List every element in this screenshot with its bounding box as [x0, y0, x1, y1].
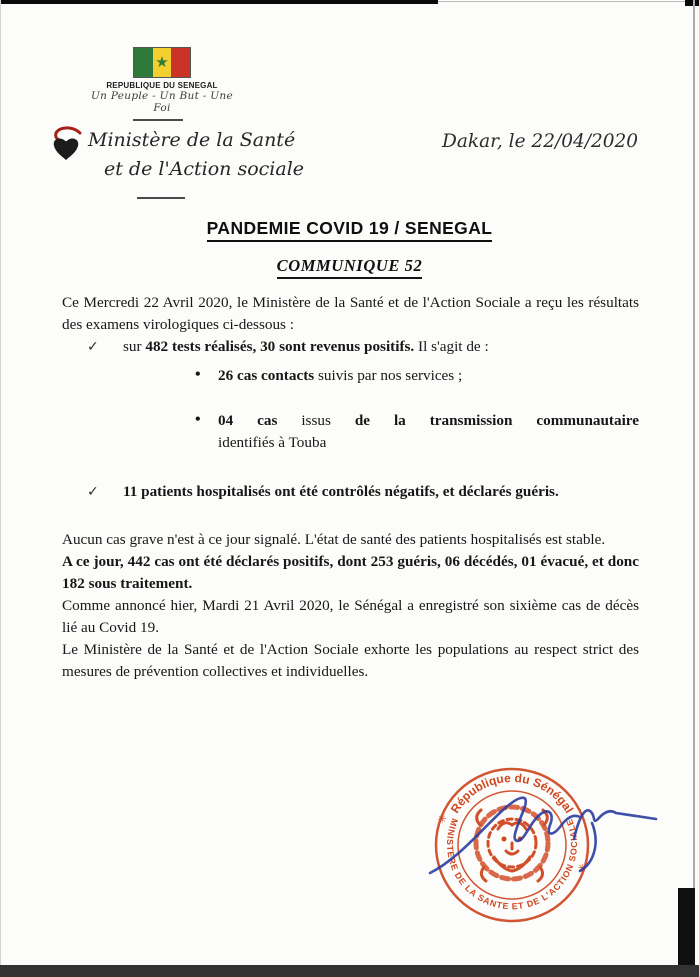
- stamp-separator-left: ✳: [435, 812, 451, 827]
- bullet-item-contacts: [62, 365, 639, 387]
- document-body: [62, 292, 639, 683]
- checkmark-icon: ✓: [87, 339, 99, 355]
- check1-post: Il s'agit de :: [414, 338, 489, 355]
- bullet-item-community: [62, 410, 639, 454]
- check2-text: 11 patients hospitalisés ont été contrôlés négatifs, et déclarés guéris.: [123, 483, 559, 500]
- dateline: Dakar, le 22/04/2020: [442, 131, 639, 152]
- national-motto: Un Peuple - Un But - Une Foi: [91, 90, 233, 114]
- scan-edge-top: [0, 0, 438, 4]
- paragraph-totals: A ce jour, 442 cas ont été déclarés positifs, dont 253 guéris, 06 décédés, 01 évacué, et donc 182 sous traitement.: [62, 553, 639, 592]
- senegal-flag-icon: [133, 47, 191, 78]
- bullet2-mid: issus: [277, 412, 355, 429]
- checkmark-icon: ✓: [87, 484, 99, 500]
- check-item-tests: [62, 336, 639, 358]
- flag-yellow-stripe: [153, 48, 172, 77]
- ministry-name-line2: et de l'Action sociale: [104, 158, 305, 180]
- republic-label: REPUBLIQUE DU SENEGAL: [106, 81, 218, 90]
- scan-edge-right: [693, 0, 695, 965]
- bullet-icon: •: [195, 366, 201, 383]
- flag-green-stripe: [134, 48, 153, 77]
- check1-pre: sur: [123, 338, 146, 355]
- bullet1-bold: 26 cas contacts: [218, 367, 315, 384]
- stamp-ring-top-textpath: République du Sénégal: [447, 770, 577, 816]
- ministry-name-line1: Ministère de la Santé: [88, 129, 296, 151]
- paragraph-exhortation: Le Ministère de la Santé et de l'Action Sociale exhorte les populations au respect strict des mesures de prévention collectives et individuelles.: [62, 641, 639, 680]
- bullet-icon: •: [195, 411, 201, 428]
- flag-red-stripe: [171, 48, 190, 77]
- intro-paragraph: Ce Mercredi 22 Avril 2020, le Ministère de la Santé et de l'Action Sociale a reçu les résultats des examens virologiques ci-dessous :: [62, 294, 639, 333]
- bullet2-line1: [218, 410, 639, 432]
- bullet1-rest: suivis par nos services ;: [314, 367, 463, 384]
- official-stamp: [424, 763, 664, 935]
- paragraph-death: Comme annoncé hier, Mardi 21 Avril 2020, le Sénégal a enregistré son sixième cas de décès lié au Covid 19.: [62, 597, 639, 636]
- stamp-ring-bottom-textpath: MINISTERE DE LA SANTE ET DE L'ACTION SOCIALE: [444, 817, 580, 912]
- document-title: PANDEMIE COVID 19 / SENEGAL: [207, 218, 493, 242]
- stamp-ring-bottom-text: [445, 817, 579, 911]
- bullet2-bold2: de la transmission communautaire: [354, 412, 640, 429]
- paragraph-status: Aucun cas grave n'est à ce jour signalé. L'état de santé des patients hospitalisés est stable.: [62, 531, 606, 548]
- ministry-logo-icon: [47, 126, 85, 162]
- check1-bold: 482 tests réalisés, 30 sont revenus positifs.: [145, 338, 415, 355]
- bullet2-line2: identifiés à Touba: [218, 434, 327, 451]
- scan-edge-bottom: [0, 965, 699, 977]
- flag-star-icon: ★: [155, 53, 169, 71]
- scan-edge-left: [0, 0, 1, 965]
- bullet2-bold1: 04 cas: [218, 412, 278, 429]
- document-title-row: [0, 218, 699, 242]
- scan-edge-bottom-right: [678, 888, 695, 965]
- document-subtitle: COMMUNIQUE 52: [277, 256, 423, 279]
- stamp-separator-right: ✳: [573, 860, 589, 876]
- letterhead-separator-top: [133, 119, 183, 121]
- scan-edge-top-right: [685, 0, 699, 6]
- document-subtitle-row: [0, 256, 699, 279]
- letterhead-separator-bottom: [137, 197, 185, 199]
- check-item-recovered: [62, 481, 639, 503]
